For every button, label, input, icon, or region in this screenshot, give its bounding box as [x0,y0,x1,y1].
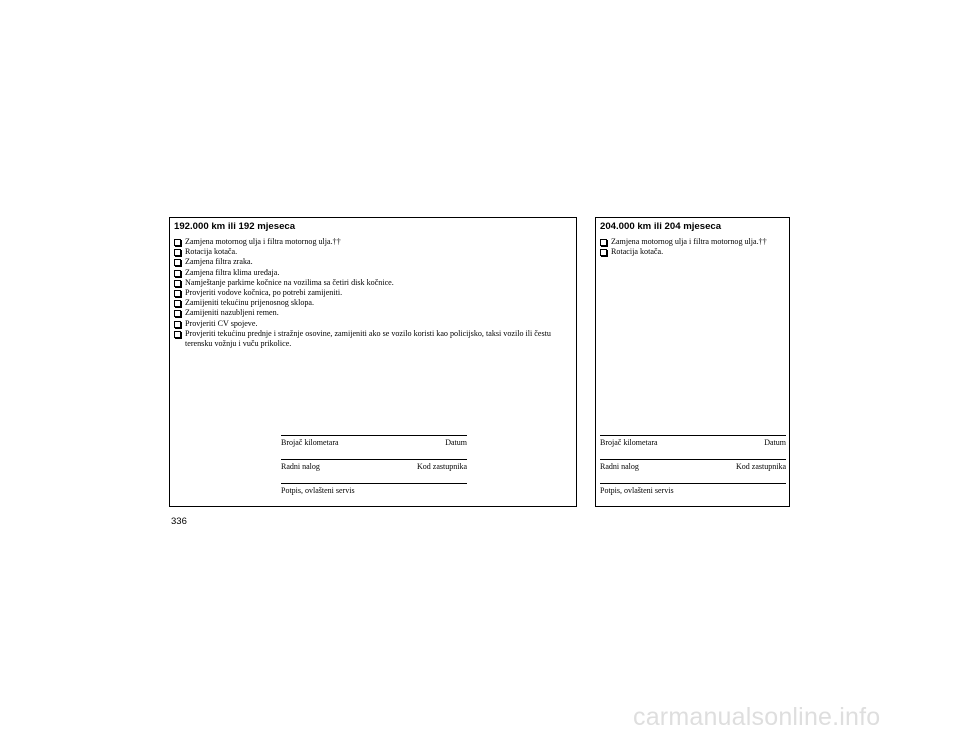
checklist-item: Rotacija kotača. [600,247,783,257]
service-box-192000 [169,217,577,507]
watermark: carmanualsonline.info [633,703,881,731]
work-order-label: Radni nalog [600,462,639,471]
service-checklist [174,237,570,349]
checklist-item: Provjeriti vodove kočnica, po potrebi zamijeniti. [174,288,570,298]
dealer-code-label: Kod zastupnika [736,462,786,471]
checklist-item: Zamjena motornog ulja i filtra motornog ulja.†† [600,237,783,247]
work-order-line[interactable] [281,459,467,472]
page-number: 336 [171,516,187,527]
signature-block [600,435,786,505]
odometer-label: Brojač kilometara [600,438,658,447]
service-interval-title: 192.000 km ili 192 mjeseca [174,221,296,232]
checkbox-icon[interactable] [174,300,181,307]
checklist-item: Zamijeniti nazubljeni remen. [174,308,570,318]
checklist-item: Zamjena filtra zraka. [174,257,570,267]
checkbox-icon[interactable] [174,310,181,317]
checkbox-icon[interactable] [174,321,181,328]
date-label: Datum [445,438,467,447]
service-interval-title: 204.000 km ili 204 mjeseca [600,221,722,232]
checkbox-icon[interactable] [174,290,181,297]
checklist-item: Provjeriti CV spojeve. [174,319,570,329]
odometer-date-line[interactable] [600,435,786,448]
checklist-item: Zamijeniti tekućinu prijenosnog sklopa. [174,298,570,308]
checkbox-icon[interactable] [174,331,181,338]
checklist-item: Zamjena filtra klima uređaja. [174,268,570,278]
checkbox-icon[interactable] [174,259,181,266]
signature-line[interactable] [600,483,786,496]
service-box-204000 [595,217,790,507]
checkbox-icon[interactable] [174,280,181,287]
checkbox-icon[interactable] [174,249,181,256]
checkbox-icon[interactable] [174,270,181,277]
signature-label: Potpis, ovlašteni servis [281,486,355,495]
checkbox-icon[interactable] [174,239,181,246]
odometer-label: Brojač kilometara [281,438,339,447]
checklist-item: Provjeriti tekućinu prednje i stražnje osovine, zamijeniti ako se vozilo koristi kao policijsko, taksi vozilo ili čestu terensku vožnju i vuču prikolice. [174,329,570,349]
dealer-code-label: Kod zastupnika [417,462,467,471]
signature-line[interactable] [281,483,467,496]
service-checklist [600,237,783,257]
odometer-date-line[interactable] [281,435,467,448]
signature-label: Potpis, ovlašteni servis [600,486,674,495]
signature-block [281,435,467,505]
checklist-item: Namještanje parkirne kočnice na vozilima sa četiri disk kočnice. [174,278,570,288]
checkbox-icon[interactable] [600,239,607,246]
checkbox-icon[interactable] [600,249,607,256]
checklist-item: Zamjena motornog ulja i filtra motornog ulja.†† [174,237,570,247]
work-order-line[interactable] [600,459,786,472]
date-label: Datum [764,438,786,447]
work-order-label: Radni nalog [281,462,320,471]
checklist-item: Rotacija kotača. [174,247,570,257]
